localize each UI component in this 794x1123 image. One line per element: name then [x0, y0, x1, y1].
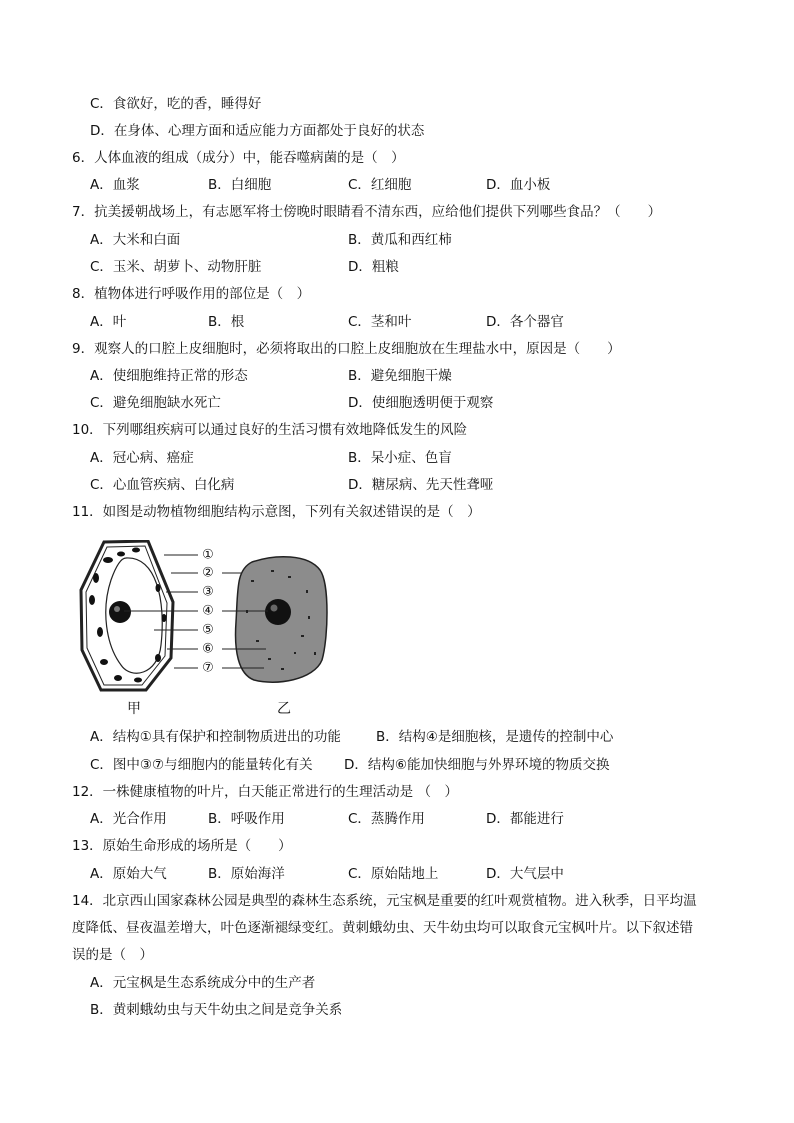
q6-option-a: A．血浆	[90, 177, 140, 193]
q6-option-c: C．红细胞	[348, 177, 412, 193]
q14-option-a: A．元宝枫是生态系统成分中的生产者	[90, 975, 316, 991]
question-6: 6．人体血液的组成（成分）中，能吞噬病菌的是（ ）	[72, 150, 405, 166]
q8-option-b: B．根	[208, 314, 245, 330]
q10-option-a: A．冠心病、癌症	[90, 450, 194, 466]
q9-option-d: D．使细胞透明便于观察	[348, 395, 494, 411]
q12-option-a: A．光合作用	[90, 811, 167, 827]
q5-option-d: D．在身体、心理方面和适应能力方面都处于良好的状态	[90, 123, 425, 139]
q14-option-b: B．黄刺蛾幼虫与天牛幼虫之间是竞争关系	[90, 1002, 343, 1018]
q13-option-a: A．原始大气	[90, 866, 167, 882]
question-7: 7．抗美援朝战场上，有志愿军将士傍晚时眼睛看不清东西，应给他们提供下列哪些食品？（ ）	[72, 204, 662, 220]
q8-option-a: A．叶	[90, 314, 127, 330]
label-7: ⑦	[202, 660, 214, 676]
question-9: 9．观察人的口腔上皮细胞时，必须将取出的口腔上皮细胞放在生理盐水中，原因是（ ）	[72, 341, 621, 357]
q6-option-b: B．白细胞	[208, 177, 272, 193]
q12-option-b: B．呼吸作用	[208, 811, 285, 827]
label-5: ⑤	[202, 622, 214, 638]
q11-option-d: D．结构⑥能加快细胞与外界环境的物质交换	[344, 757, 610, 773]
label-3: ③	[202, 584, 214, 600]
label-4: ④	[202, 603, 214, 619]
q9-option-a: A．使细胞维持正常的形态	[90, 368, 248, 384]
question-12: 12．一株健康植物的叶片，白天能正常进行的生理活动是 （ ）	[72, 784, 458, 800]
q8-option-c: C．茎和叶	[348, 314, 412, 330]
q10-option-c: C．心血管疾病、白化病	[90, 477, 235, 493]
q12-option-c: C．蒸腾作用	[348, 811, 425, 827]
q5-option-c: C．食欲好，吃的香，睡得好	[90, 96, 262, 112]
q13-option-c: C．原始陆地上	[348, 866, 439, 882]
q11-option-a: A．结构①具有保护和控制物质进出的功能	[90, 729, 341, 745]
q10-option-b: B．呆小症、色盲	[348, 450, 452, 466]
q8-option-d: D．各个器官	[486, 314, 564, 330]
question-10: 10．下列哪组疾病可以通过良好的生活习惯有效地降低发生的风险	[72, 422, 468, 438]
q7-option-c: C．玉米、胡萝卜、动物肝脏	[90, 259, 262, 275]
q11-option-b: B．结构④是细胞核，是遗传的控制中心	[376, 729, 614, 745]
cell-structure-diagram	[76, 540, 376, 720]
q13-option-b: B．原始海洋	[208, 866, 285, 882]
question-8: 8．植物体进行呼吸作用的部位是（ ）	[72, 286, 311, 302]
label-2: ②	[202, 565, 214, 581]
q7-option-d: D．粗粮	[348, 259, 399, 275]
q9-option-c: C．避免细胞缺水死亡	[90, 395, 221, 411]
label-1: ①	[202, 547, 214, 563]
caption-plant-cell: 甲	[127, 701, 141, 717]
q7-option-b: B．黄瓜和西红柿	[348, 232, 452, 248]
plant-nucleus	[109, 601, 131, 623]
question-14-line-1: 14．北京西山国家森林公园是典型的森林生态系统，元宝枫是重要的红叶观赏植物。进入秋季，日平均温	[72, 893, 697, 909]
question-13: 13．原始生命形成的场所是（ ）	[72, 838, 292, 854]
label-6: ⑥	[202, 641, 214, 657]
question-14-line-3: 误的是（ ）	[72, 947, 153, 963]
q6-option-d: D．血小板	[486, 177, 551, 193]
question-14-line-2: 度降低、昼夜温差增大，叶色逐渐褪绿变红。黄刺蛾幼虫、天牛幼虫均可以取食元宝枫叶片。以下叙述错	[72, 920, 693, 936]
q7-option-a: A．大米和白面	[90, 232, 181, 248]
q11-option-c: C．图中③⑦与细胞内的能量转化有关	[90, 757, 313, 773]
q9-option-b: B．避免细胞干燥	[348, 368, 452, 384]
caption-animal-cell: 乙	[277, 701, 291, 717]
animal-nucleus	[265, 599, 291, 625]
q10-option-d: D．糖尿病、先天性聋哑	[348, 477, 494, 493]
question-11: 11．如图是动物植物细胞结构示意图，下列有关叙述错误的是（ ）	[72, 504, 481, 520]
q13-option-d: D．大气层中	[486, 866, 564, 882]
q12-option-d: D．都能进行	[486, 811, 564, 827]
